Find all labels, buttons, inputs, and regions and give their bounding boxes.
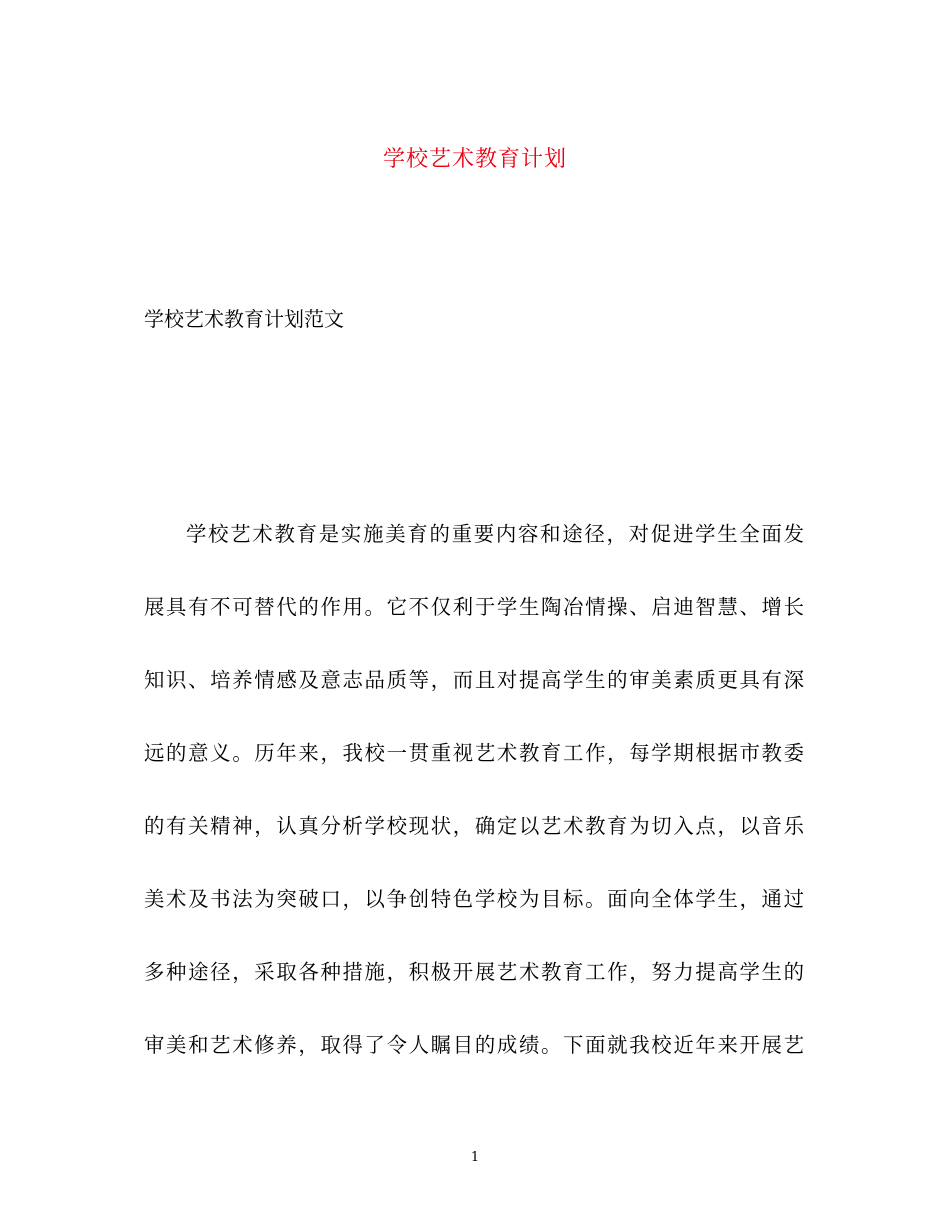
paragraph-line: 多种途径，采取各种措施，积极开展艺术教育工作，努力提高学生的: [144, 960, 804, 984]
document-title: 学校艺术教育计划: [382, 147, 567, 172]
paragraph-line: 的有关精神，认真分析学校现状，确定以艺术教育为切入点，以音乐: [144, 814, 804, 838]
body-paragraph: [144, 519, 804, 1103]
paragraph-line: 美术及书法为突破口，以争创特色学校为目标。面向全体学生，通过: [144, 887, 804, 911]
paragraph-line: 展具有不可替代的作用。它不仅利于学生陶冶情操、启迪智慧、增长: [144, 595, 804, 619]
paragraph-line: 远的意义。历年来，我校一贯重视艺术教育工作，每学期根据市教委: [144, 741, 804, 765]
document-subtitle: 学校艺术教育计划范文: [144, 307, 344, 331]
paragraph-line: 审美和艺术修养，取得了令人瞩目的成绩。下面就我校近年来开展艺: [144, 1033, 804, 1057]
paragraph-line: 学校艺术教育是实施美育的重要内容和途径，对促进学生全面发: [186, 522, 804, 546]
page-number: 1: [470, 1150, 480, 1165]
paragraph-line: 知识、培养情感及意志品质等，而且对提高学生的审美素质更具有深: [144, 668, 804, 692]
